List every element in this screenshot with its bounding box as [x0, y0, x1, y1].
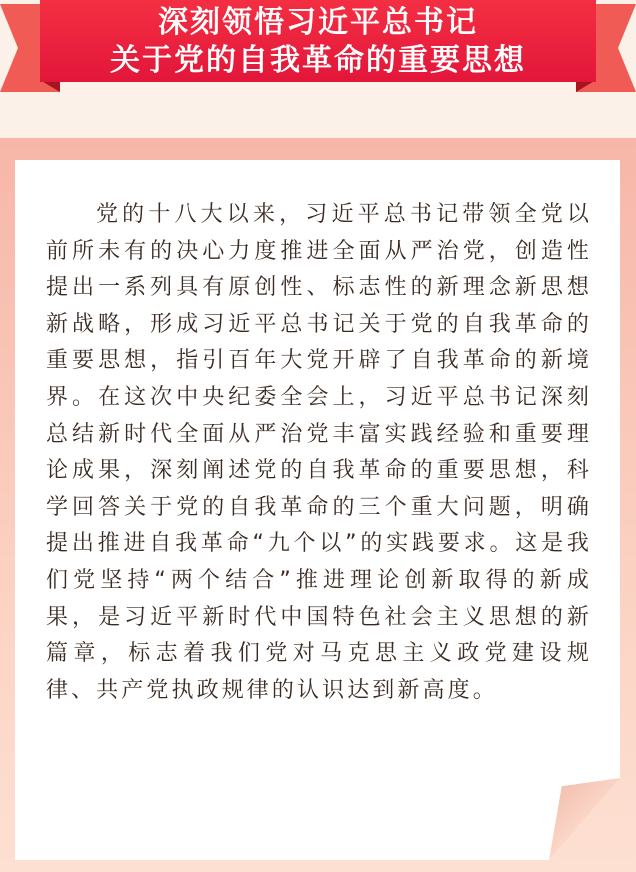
title-banner — [40, 0, 596, 82]
title-line-1: 深刻领悟习近平总书记 — [158, 5, 478, 40]
title-line-2: 关于党的自我革命的重要思想 — [110, 43, 526, 78]
article-paragraph: 党的十八大以来，习近平总书记带领全党以前所未有的决心力度推进全面从严治党，创造性提出一系列具有原创性、标志性的新理念新思想新战略，形成习近平总书记关于党的自我革命的重要思想，指引百年大党开辟了自我革命的新境界。在这次中央纪委全会上，习近平总书记深刻总结新时代全面从严治党丰富实践经验和重要理论成果，深刻阐述党的自我革命的重要思想，科学回答关于党的自我革命的三个重大问题，明确提出推进自我革命“九个以”的实践要求。这是我们党坚持“两个结合”推进理论创新取得的新成果，是习近平新时代中国特色社会主义思想的新篇章，标志着我们党对马克思主义政党建设规律、共产党执政规律的认识达到新高度。 — [46, 202, 592, 703]
